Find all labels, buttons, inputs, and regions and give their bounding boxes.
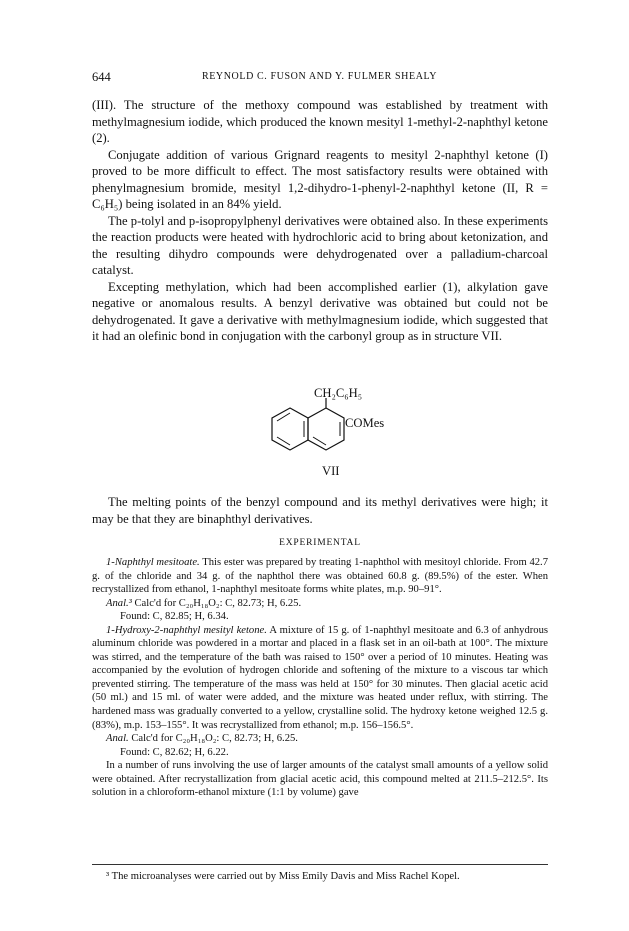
analysis-calc: [92, 597, 548, 611]
compound-name: 1-Hydroxy-2-naphthyl mesityl ketone.: [106, 624, 267, 636]
procedure-text: This ester was prepared by treating 1-naphthol with mesitoyl chloride. From 42.7 g. of the chloride and 34 g. of the naphthol there was obtained 60.8 g. (89.5%) of the ester. When recrystallized from ethanol, 1-naphthyl mesitoate forms white plates, m.p. 90–91°.: [92, 557, 548, 596]
running-head: REYNOLD C. FUSON AND Y. FULMER SHEALY: [201, 71, 438, 82]
section-heading: EXPERIMENTAL: [279, 538, 361, 548]
substituent-benzyl: CH₂C₆H₅: [314, 386, 363, 400]
paragraph: Conjugate addition of various Grignard reagents to mesityl 2-naphthyl ketone (I) proved to be more difficult to effect. The most satisfactory results were obtained with phenylmagnesium bromide, mesityl 1,2-dihydro-1-phenyl-2-naphthyl ketone (II, R = C₆H₅) being isolated in an 84% yield.: [92, 147, 548, 211]
experimental-section: [92, 556, 548, 800]
procedure-paragraph: [92, 556, 548, 597]
anal-label: Anal.: [106, 733, 129, 745]
substituent-comes: COMes: [345, 416, 385, 430]
paragraph: The melting points of the benzyl compound and its methyl derivatives were high; it may be that they are binaphthyl derivatives.: [92, 495, 548, 526]
anal-label: Anal.³: [106, 597, 132, 609]
procedure-paragraph: In a number of runs involving the use of larger amounts of the catalyst small amounts of a yellow solid were obtained. After recrystallization from glacial acetic acid, this compound melted at 211.5–212.5°. Its solution in a chloroform-ethanol mixture (1:1 by volume) gave: [92, 760, 548, 799]
analysis-found: Found: C, 82.85; H, 6.34.: [120, 611, 229, 623]
naphthalene-ring-drawing: [250, 386, 430, 486]
analysis-found: Found: C, 82.62; H, 6.22.: [120, 746, 229, 758]
footnote: ³ The microanalyses were carried out by Miss Emily Davis and Miss Rachel Kopel.: [106, 871, 460, 882]
body-text-continued: [92, 494, 548, 527]
compound-name: 1-Naphthyl mesitoate.: [106, 557, 200, 568]
body-text: [92, 97, 548, 345]
page-number: 644: [92, 70, 111, 84]
calc-values: Calc'd for C₂₀H₁₈O₂: C, 82.73; H, 6.25.: [128, 733, 298, 745]
page-header: [92, 70, 547, 86]
procedure-text: A mixture of 15 g. of 1-naphthyl mesitoate and 6.3 of anhydrous aluminum chloride was powdered in a mortar and placed in a flask set in an oil-bath at 100°. The mixture was stirred, and the temperature of the bath was raised to 150° over a period of 10 minutes. Heating was accompanied by the evolution of hydrogen chloride and softening of the mixture to a viscous tar which prevented stirring. The temperature of the mass was held at 150° for 30 minutes. Then glacial acetic acid (50 ml.) and 15 ml. of water were added, and the mixture was heated under reflux, with stirring. The hardened mass was gradually converted to a yellow, crystalline solid. The hydroxy ketone weighed 12.5 g. (83%), m.p. 153–155°. It was recrystallized from ethanol; m.p. 156–156.5°.: [92, 624, 548, 731]
structure-vii: [250, 386, 430, 486]
procedure-paragraph: [92, 624, 548, 732]
paragraph: (III). The structure of the methoxy compound was established by treatment with methylmagnesium iodide, which produced the known mesityl 1-methyl-2-naphthyl ketone (2).: [92, 98, 548, 145]
paragraph: The p-tolyl and p-isopropylphenyl derivatives were obtained also. In these experiments the reaction products were heated with hydrochloric acid to bring about ketonization, and the resulting dihydro compounds were dehydrogenated over a palladium-charcoal catalyst.: [92, 213, 548, 277]
structure-label: VII: [322, 464, 340, 478]
footnote-rule: [92, 864, 548, 865]
calc-values: Calc'd for C₂₀H₁₈O₂: C, 82.73; H, 6.25.: [131, 597, 302, 609]
analysis-calc: [92, 732, 548, 746]
paragraph: Excepting methylation, which had been accomplished earlier (1), alkylation gave negative or anomalous results. A benzyl derivative was obtained but could not be dehydrogenated. It gave a derivative with methylmagnesium iodide, which suggested that it had an olefinic bond in conjugation with the carbonyl group as in structure VII.: [92, 279, 548, 343]
